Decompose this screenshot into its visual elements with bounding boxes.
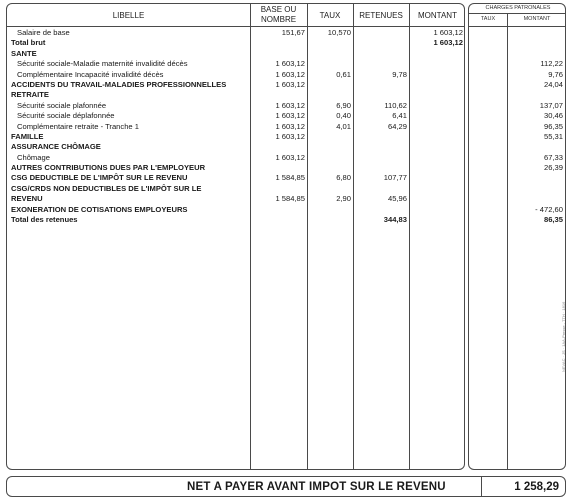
charges-row xyxy=(469,173,565,183)
row-libelle: RETRAITE xyxy=(11,90,49,100)
row-libelle: Sécurité sociale plafonnée xyxy=(17,100,107,110)
row-libelle: Salaire de base xyxy=(17,28,70,37)
row-taux: 4,01 xyxy=(336,121,351,131)
row-libelle: Sécurité sociale-Maladie maternité invalidité décès xyxy=(17,59,188,69)
charges-row xyxy=(469,142,565,152)
row-retenues: 6,41 xyxy=(392,111,407,121)
row-montant: 1 603,12 xyxy=(433,28,463,37)
row-base: 1 603,12 xyxy=(275,121,305,131)
row-taux: 2,90 xyxy=(336,194,351,204)
table-row xyxy=(7,205,464,215)
reference-note: NEVAC · JS · 1AA-Presse - TTH · 1816 xyxy=(561,301,566,372)
table-row xyxy=(7,132,464,142)
table-row xyxy=(7,49,464,59)
row-taux: 6,90 xyxy=(336,100,351,110)
table-row xyxy=(7,80,464,90)
table-row xyxy=(7,153,464,163)
charges-row xyxy=(469,163,565,173)
charges-row xyxy=(469,38,565,48)
row-taux: 0,61 xyxy=(336,69,351,79)
row-base: 1 603,12 xyxy=(275,100,305,110)
charges-row xyxy=(469,59,565,69)
net-to-pay-box xyxy=(6,476,566,497)
row-base: 1 603,12 xyxy=(275,69,305,79)
row-base: 1 603,12 xyxy=(275,152,305,162)
charges-row-montant: 24,04 xyxy=(543,79,563,89)
row-retenues: 45,96 xyxy=(387,194,407,204)
table-row xyxy=(7,194,464,204)
row-libelle: CSG/CRDS NON DEDUCTIBLES DE L'IMPÔT SUR LE xyxy=(11,183,202,193)
charges-row-montant: 67,33 xyxy=(543,152,563,162)
table-row xyxy=(7,101,464,111)
charges-row xyxy=(469,122,565,132)
row-libelle: SANTE xyxy=(11,48,37,58)
row-libelle: Total des retenues xyxy=(11,215,78,225)
header-base-line1: BASE OU xyxy=(260,5,297,14)
charges-rows xyxy=(469,28,565,225)
charges-row xyxy=(469,215,565,225)
table-row xyxy=(7,173,464,183)
charges-row-montant: 26,39 xyxy=(543,163,563,173)
row-taux: 0,40 xyxy=(336,111,351,121)
charges-row-montant: 55,31 xyxy=(543,131,563,141)
charges-row xyxy=(469,28,565,38)
header-base-line2: NOMBRE xyxy=(260,15,297,24)
net-divider xyxy=(481,477,482,496)
table-row xyxy=(7,111,464,121)
row-libelle: Chômage xyxy=(17,152,50,162)
charges-row-montant: - 472,60 xyxy=(535,204,563,214)
employer-charges-table xyxy=(468,3,566,470)
charges-row xyxy=(469,184,565,194)
charges-row xyxy=(469,205,565,215)
payslip-rows xyxy=(7,28,464,225)
row-base: 1 603,12 xyxy=(275,59,305,69)
row-libelle: EXONERATION DE COTISATIONS EMPLOYEURS xyxy=(11,204,188,214)
row-libelle: AUTRES CONTRIBUTIONS DUES PAR L'EMPLOYEUR xyxy=(11,163,206,173)
row-retenues: 9,78 xyxy=(392,69,407,79)
row-montant: 1 603,12 xyxy=(433,38,463,48)
charges-row xyxy=(469,194,565,204)
net-to-pay-label: NET A PAYER AVANT IMPOT SUR LE REVENU xyxy=(187,481,446,493)
row-libelle: REVENU xyxy=(11,194,43,204)
row-base: 1 603,12 xyxy=(275,79,305,89)
table-row xyxy=(7,90,464,100)
charges-row-montant: 30,46 xyxy=(543,111,563,121)
row-libelle: Complémentaire retraite - Tranche 1 xyxy=(17,121,139,131)
charges-row xyxy=(469,101,565,111)
charges-row xyxy=(469,49,565,59)
row-base: 151,67 xyxy=(281,28,305,37)
charges-row-montant: 137,07 xyxy=(539,100,563,110)
row-taux: 10,570 xyxy=(327,28,351,37)
charges-row xyxy=(469,132,565,142)
table-row xyxy=(7,184,464,194)
table-row xyxy=(7,38,464,48)
charges-title: CHARGES PATRONALES xyxy=(485,5,551,11)
row-libelle: ASSURANCE CHÔMAGE xyxy=(11,142,101,152)
row-retenues: 64,29 xyxy=(387,121,407,131)
row-libelle: CSG DEDUCTIBLE DE L'IMPÔT SUR LE REVENU xyxy=(11,173,188,183)
row-libelle: Sécurité sociale déplafonnée xyxy=(17,111,115,121)
charges-row xyxy=(469,90,565,100)
charges-row xyxy=(469,80,565,90)
row-base: 1 603,12 xyxy=(275,131,305,141)
row-libelle: FAMILLE xyxy=(11,131,44,141)
charges-row-montant: 112,22 xyxy=(540,59,563,69)
table-row xyxy=(7,215,464,225)
table-row xyxy=(7,28,464,38)
row-libelle: Total brut xyxy=(11,38,46,48)
row-retenues: 344,83 xyxy=(383,215,407,225)
table-row xyxy=(7,59,464,69)
charges-row xyxy=(469,70,565,80)
charges-row-montant: 9,76 xyxy=(548,69,563,79)
row-retenues: 110,62 xyxy=(384,100,407,110)
charges-row-montant: 86,35 xyxy=(543,215,563,225)
row-base: 1 603,12 xyxy=(275,111,305,121)
payslip-table xyxy=(6,3,465,470)
row-taux: 6,80 xyxy=(336,173,351,183)
table-row xyxy=(7,163,464,173)
table-row xyxy=(7,142,464,152)
table-row xyxy=(7,70,464,80)
charges-row-montant: 96,35 xyxy=(543,121,563,131)
header-divider xyxy=(7,26,464,27)
row-libelle: ACCIDENTS DU TRAVAIL-MALADIES PROFESSIONNELLES xyxy=(11,79,227,89)
header-retenues: RETENUES xyxy=(359,11,403,20)
row-base: 1 584,85 xyxy=(275,194,305,204)
row-retenues: 107,77 xyxy=(383,173,407,183)
row-base: 1 584,85 xyxy=(275,173,305,183)
header-montant: MONTANT xyxy=(418,11,457,20)
header-libelle: LIBELLE xyxy=(112,11,145,20)
table-row xyxy=(7,122,464,132)
charges-row xyxy=(469,111,565,121)
header-taux: TAUX xyxy=(319,11,341,20)
charges-header-divider xyxy=(469,26,565,27)
net-to-pay-value: 1 258,29 xyxy=(514,481,559,493)
row-libelle: Complémentaire Incapacité invalidité décès xyxy=(17,69,164,79)
charges-row xyxy=(469,153,565,163)
charges-header-taux: TAUX xyxy=(480,16,496,22)
charges-header-montant: MONTANT xyxy=(523,16,551,22)
charges-title-divider xyxy=(469,13,565,14)
